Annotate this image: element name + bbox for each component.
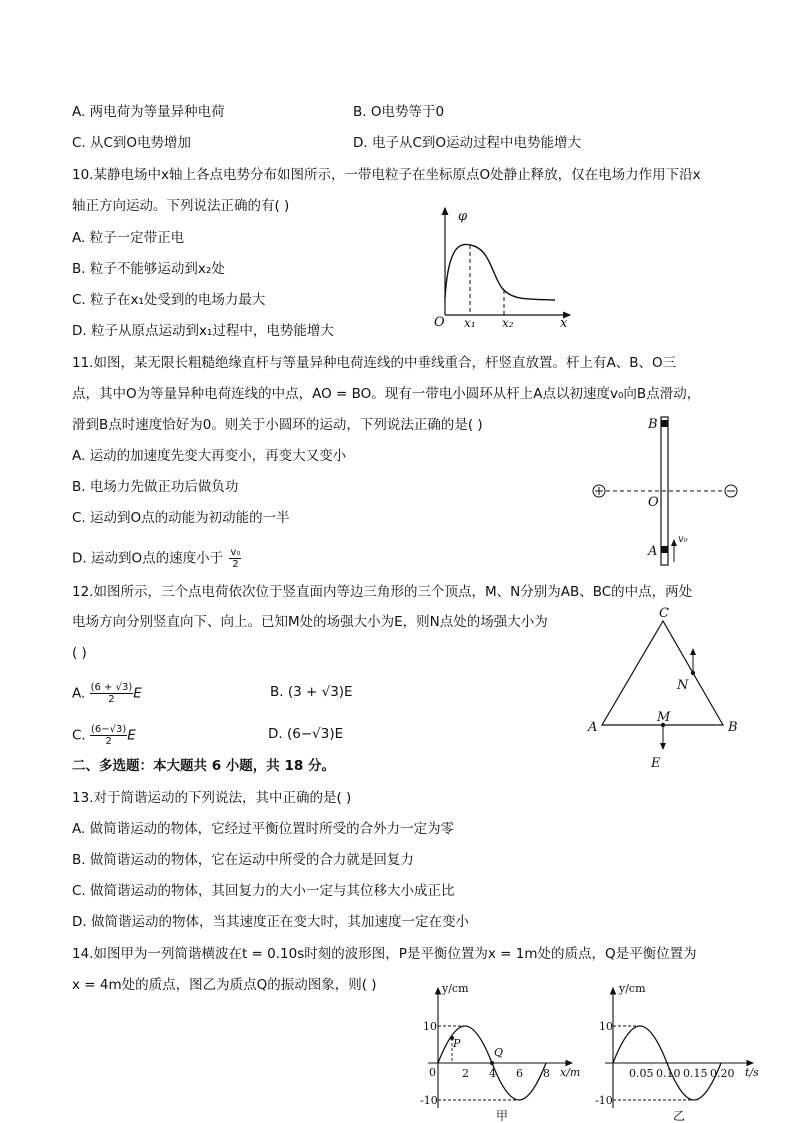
q10-option-c: C. 粒子在x₁处受到的电场力最大 [72, 292, 266, 308]
vertex-a-label: A [588, 720, 598, 735]
q14-vibration-graph [595, 980, 775, 1123]
point-n-label: N [677, 678, 689, 693]
figure-jia-caption: 甲 [496, 1109, 509, 1123]
q11-option-a: A. 运动的加速度先变大再变小，再变大又变小 [72, 448, 347, 464]
option-a-tail: E [133, 685, 142, 702]
q9-option-b: B. O电势等于0 [353, 104, 445, 120]
vib-tick-0-15: 0.15 [683, 1067, 708, 1080]
v0-over-2-fraction [229, 547, 241, 570]
vertex-c-label: C [659, 606, 669, 621]
q13-option-a: A. 做简谐运动的物体，它经过平衡位置时所受的合外力一定为零 [72, 821, 455, 837]
q13-option-d: D. 做简谐运动的物体，当其速度正在变大时，其加速度一定在变小 [72, 914, 469, 930]
q11-option-c: C. 运动到O点的动能为初动能的一半 [72, 510, 290, 526]
point-p-label: P [453, 1037, 461, 1050]
q10-stem-line2: 轴正方向运动。下列说法正确的有( ) [72, 198, 290, 214]
phi-label: φ [458, 209, 468, 224]
q12-stem-line3: ( ) [72, 645, 87, 661]
origin-label: O [434, 315, 445, 330]
q13-stem: 13.对于简谐运动的下列说法，其中正确的是( ) [72, 790, 352, 806]
wave-tick-2: 2 [462, 1067, 469, 1080]
option-c-tail: E [127, 727, 136, 744]
q12-option-b: B. (3 + √3)E [270, 684, 353, 700]
q11-option-d [72, 547, 241, 570]
vib-tick-0-10: 0.10 [656, 1067, 681, 1080]
point-b-label: B [648, 417, 658, 432]
q10-option-b: B. 粒子不能够运动到x₂处 [72, 261, 225, 277]
x1-label: x₁ [464, 316, 476, 330]
v0-label: v₀ [678, 534, 688, 545]
x-axis-label: x [560, 316, 568, 331]
vib-y-axis-label: y/cm [619, 982, 646, 995]
vib-y-pos-label: 10 [599, 1020, 613, 1033]
wave-tick-8: 8 [543, 1067, 550, 1080]
q13-option-c: C. 做简谐运动的物体，其回复力的大小一定与其位移大小成正比 [72, 883, 455, 899]
option-c-label: C. [72, 727, 86, 744]
wave-tick-4: 4 [489, 1067, 496, 1080]
q10-potential-graph [430, 200, 580, 332]
option-a-label: A. [72, 685, 86, 702]
q14-stem-line1: 14.如图甲为一列简谐横波在t = 0.10s时刻的波形图，P是平衡位置为x = 1m处的质点，Q是平衡位置为 [72, 946, 697, 962]
fraction-numerator: v₀ [230, 547, 241, 558]
q9-option-c: C. 从C到O电势增加 [72, 135, 192, 151]
wave-y-neg-label: -10 [420, 1094, 438, 1107]
field-e-label: E [651, 756, 661, 771]
q14-stem-line2: x = 4m处的质点，图乙为质点Q的振动图象，则( ) [72, 977, 377, 993]
fraction-denominator: 2 [108, 694, 115, 705]
point-m-label: M [657, 710, 671, 725]
wave-x-axis-label: x/m [560, 1066, 581, 1079]
wave-y-pos-label: 10 [423, 1020, 437, 1033]
fraction-denominator: 2 [232, 559, 239, 570]
point-o-label: O [648, 495, 659, 510]
option-a-fraction [90, 682, 134, 705]
option-c-fraction [90, 724, 127, 747]
vib-tick-0-20: 0.20 [710, 1067, 735, 1080]
wave-origin-label: 0 [429, 1066, 436, 1079]
point-q-label: Q [494, 1046, 504, 1059]
q12-option-a [72, 682, 142, 705]
point-a-label: A [648, 544, 658, 559]
q12-triangle-diagram [585, 603, 745, 773]
vib-x-axis-label: t/s [745, 1066, 759, 1079]
q10-option-d: D. 粒子从原点运动到x₁过程中，电势能增大 [72, 323, 334, 339]
q9-option-d: D. 电子从C到O运动过程中电势能增大 [353, 135, 582, 151]
fraction-denominator: 2 [105, 736, 112, 747]
q12-stem-line1: 12.如图所示，三个点电荷依次位于竖直面内等边三角形的三个顶点，M、N分别为AB、BC的中点，两处 [72, 584, 693, 600]
q12-stem-line2: 电场方向分别竖直向下、向上。已知M处的场强大小为E，则N点处的场强大小为 [72, 614, 548, 630]
wave-tick-6: 6 [516, 1067, 523, 1080]
q11-rod-diagram [588, 412, 758, 570]
q10-stem-line1: 10.某静电场中x轴上各点电势分布如图所示，一带电粒子在坐标原点O处静止释放，仅在电场力作用下沿x [72, 167, 701, 183]
section-heading: 二、多选题：本大题共 6 小题，共 18 分。 [72, 758, 335, 774]
q10-option-a: A. 粒子一定带正电 [72, 230, 185, 246]
fraction-numerator: (6−√3) [91, 724, 127, 735]
q11-stem-line3: 滑到B点时速度恰好为0。则关于小圆环的运动，下列说法正确的是( ) [72, 417, 483, 433]
q11-option-d-text: D. 运动到O点的速度小于 [72, 550, 224, 567]
vib-y-neg-label: -10 [595, 1094, 613, 1107]
q11-stem-line2: 点，其中O为等量异种电荷连线的中点，AO = BO。现有一带电小圆环从杆上A点以初速度v₀向B点滑动， [72, 386, 701, 402]
wave-y-axis-label: y/cm [442, 982, 469, 995]
fraction-numerator: (6 + √3) [90, 682, 133, 693]
q12-option-d: D. (6−√3)E [268, 726, 344, 742]
q12-option-c [72, 724, 136, 747]
q13-option-b: B. 做简谐运动的物体，它在运动中所受的合力就是回复力 [72, 852, 414, 868]
q11-stem-line1: 11.如图，某无限长粗糙绝缘直杆与等量异种电荷连线的中垂线重合，杆竖直放置。杆上有A、B、O三 [72, 355, 677, 371]
vertex-b-label: B [728, 720, 738, 735]
vib-tick-0-05: 0.05 [629, 1067, 654, 1080]
x2-label: x₂ [502, 316, 514, 330]
q9-option-a: A. 两电荷为等量异种电荷 [72, 104, 225, 120]
q11-option-b: B. 电场力先做正功后做负功 [72, 479, 239, 495]
figure-yi-caption: 乙 [673, 1109, 686, 1123]
q14-wave-graph [420, 980, 590, 1123]
